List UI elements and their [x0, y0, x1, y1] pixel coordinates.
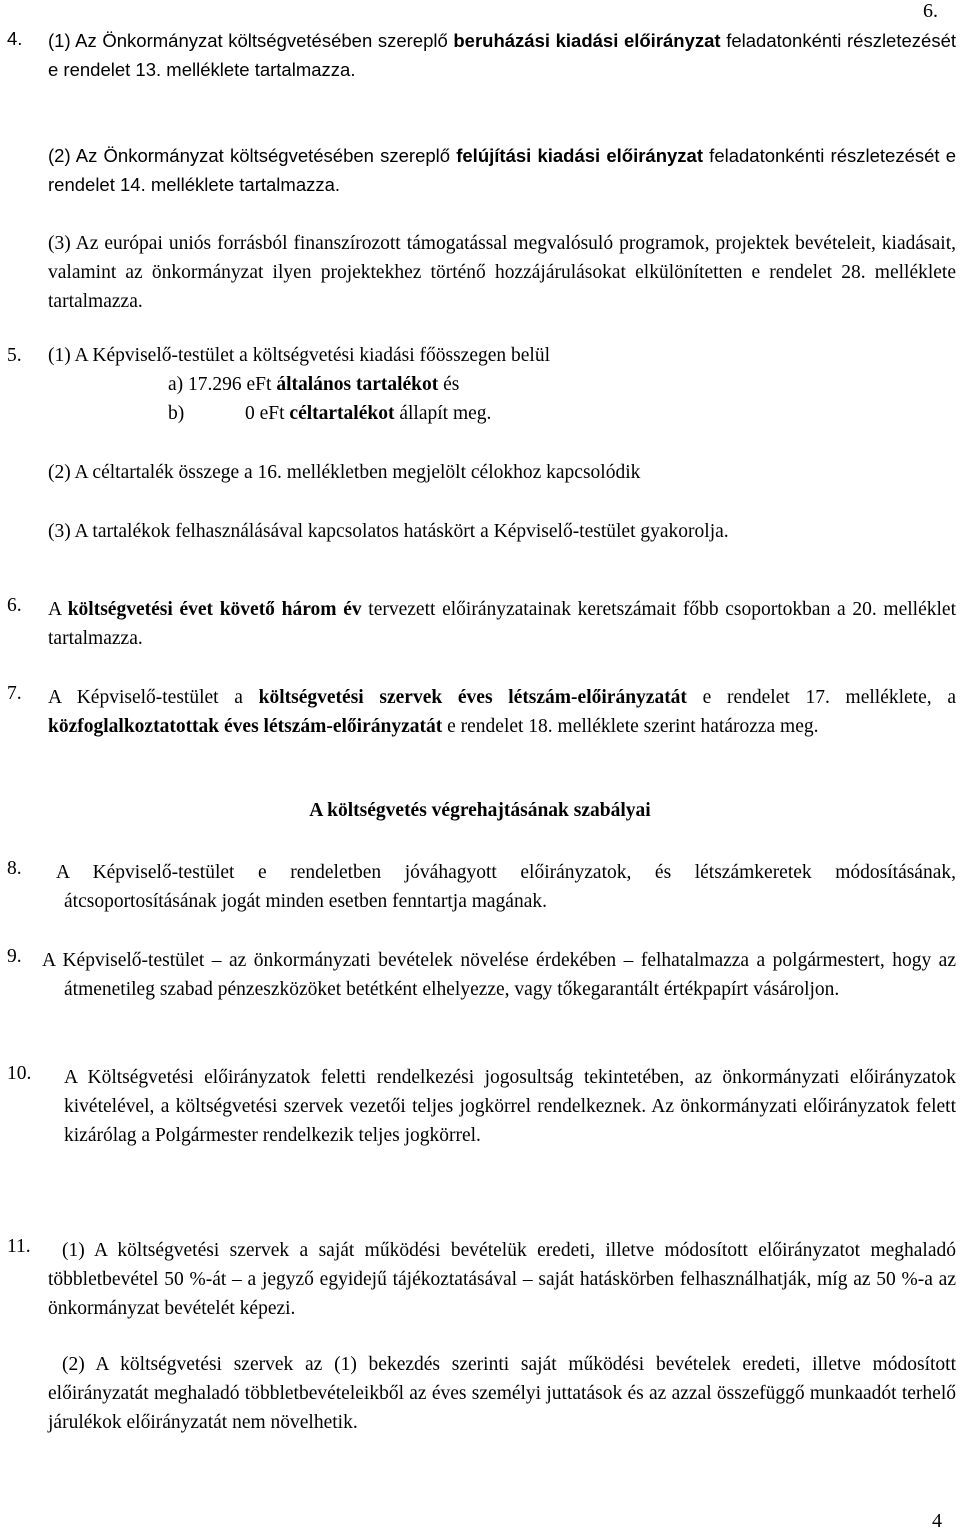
paragraph-6-run: tervezett előirányzatainak keretszámait főbb csoportokban a 20. melléklet tartalmazza. [48, 599, 956, 649]
paragraph-11-1: (1) A költségvetési szervek a saját működési bevételük eredeti, illetve módosított előirányzatot meghaladó többletbevétel 50 %-át – a jegyző egyidejű tájékoztatásával – saját hatáskörben felhasználhatják, míg az 50 %-a az önkormányzat bevételét képezi. [48, 1240, 956, 1319]
paragraph-4-2-run: (2) Az Önkormányzat költségvetésében szereplő [48, 145, 457, 166]
paragraph-4-2-run: felújítási kiadási előirányzat [456, 145, 704, 166]
item-5-a-run: a) 17.296 eFt [168, 374, 277, 395]
paragraph-5-3: (3) A tartalékok felhasználásával kapcsolatos hatáskört a Képviselő-testület gyakorolja. [48, 521, 729, 542]
paragraph-4-3-run: (3) Az európai uniós forrásból finanszírozott támogatással megvalósuló programok, projektek bevételeit, kiadásait, valamint az önkormányzat ilyen projektekhez történő hozzájárulásokat elkülönítetten e rendelet 28. melléklete tartalmazza. [48, 233, 956, 312]
paragraph-7-run: e rendelet 18. melléklete szerint határozza meg. [442, 716, 819, 737]
section-number-11: 11. [7, 1236, 31, 1257]
section-title: A költségvetés végrehajtásának szabályai [309, 800, 651, 821]
paragraph-6-run: A [48, 599, 68, 620]
paragraph-4-3 [48, 229, 956, 316]
paragraph-7-run: költségvetési szervek éves létszám-előirányzatát [258, 687, 687, 708]
item-5-b-run: céltartalékot [289, 403, 395, 424]
item-5-a-run: és [438, 374, 460, 395]
paragraph-4-2-run: feladatonkénti részletezését e rendelet 14. melléklete tartalmazza. [48, 145, 957, 195]
paragraph-7-run: e rendelet 17. melléklete, a [686, 687, 956, 708]
paragraph-11-2: (2) A költségvetési szervek az (1) bekezdés szerinti saját működési bevételek eredeti, illetve módosított előirányzatát meghaladó többletbevételeikből az éves személyi juttatások és az azzal összefüggő munkaadót terhelő járulékok előirányzatát nem növelhetik. [48, 1354, 956, 1433]
section-symbol [26, 28, 31, 50]
paragraph-10: A Költségvetési előirányzatok feletti rendelkezési jogosultság tekintetében, az önkormányzati előirányzatok kivételével, a költségvetési szervek vezetői teljes jogkörrel rendelkeznek. Az önkormányzati előirányzatok felett kizárólag a Polgármester rendelkezik teljes jogkörrel. [64, 1067, 956, 1146]
paragraph-5-lead: (1) A Képviselő-testület a költségvetési kiadási főösszegen belül [48, 345, 551, 366]
paragraph-7-run: A Képviselő-testület a [48, 687, 259, 708]
item-5-a [168, 374, 459, 396]
item-5-b-run: állapít meg. [394, 403, 492, 424]
paragraph-4-1-run: (1) Az Önkormányzat költségvetésében szereplő [48, 30, 454, 51]
footer-page-number: 4 [932, 1510, 942, 1532]
item-5-b-run: 0 eFt [245, 403, 290, 424]
section-number-6: 6. [7, 595, 22, 616]
section-number-4: 4. [7, 28, 23, 49]
item-5-b-label: b) [168, 403, 185, 424]
paragraph-4-1-run: feladatonkénti részletezését e rendelet 13. melléklete tartalmazza. [48, 30, 956, 80]
section-number-9: 9. [7, 946, 22, 967]
section-number-5: 5. [7, 345, 22, 366]
paragraph-7-run: közfoglalkoztatottak éves létszám-előirányzatát [48, 716, 443, 737]
paragraph-7 [48, 683, 956, 741]
section-number-7: 7. [7, 683, 22, 704]
paragraph-6 [48, 595, 956, 653]
paragraph-4-2 [48, 141, 956, 199]
item-5-a-run: általános tartalékot [276, 374, 439, 395]
header-page-number: 6. [923, 0, 938, 22]
paragraph-5-2: (2) A céltartalék összege a 16. mellékletben megjelölt célokhoz kapcsolódik [48, 462, 641, 483]
section-number-10: 10. [7, 1063, 32, 1084]
paragraph-4-1 [48, 26, 956, 84]
paragraph-9: A Képviselő-testület – az önkormányzati bevételek növelése érdekében – felhatalmazza a polgármestert, hogy az átmenetileg szabad pénzeszközöket betétként elhelyezze, vagy tőkegarantált értékpapírt vásároljon. [42, 950, 956, 1000]
section-number-8: 8. [7, 858, 22, 879]
item-5-b [245, 403, 491, 425]
paragraph-6-run: költségvetési évet követő három év [67, 599, 362, 620]
paragraph-4-1-run: beruházási kiadási előirányzat [453, 30, 721, 51]
paragraph-8: A Képviselő-testület e rendeletben jóváhagyott előirányzatok, és létszámkeretek módosításának, átcsoportosításának jogát minden esetben fenntartja magának. [56, 862, 956, 912]
